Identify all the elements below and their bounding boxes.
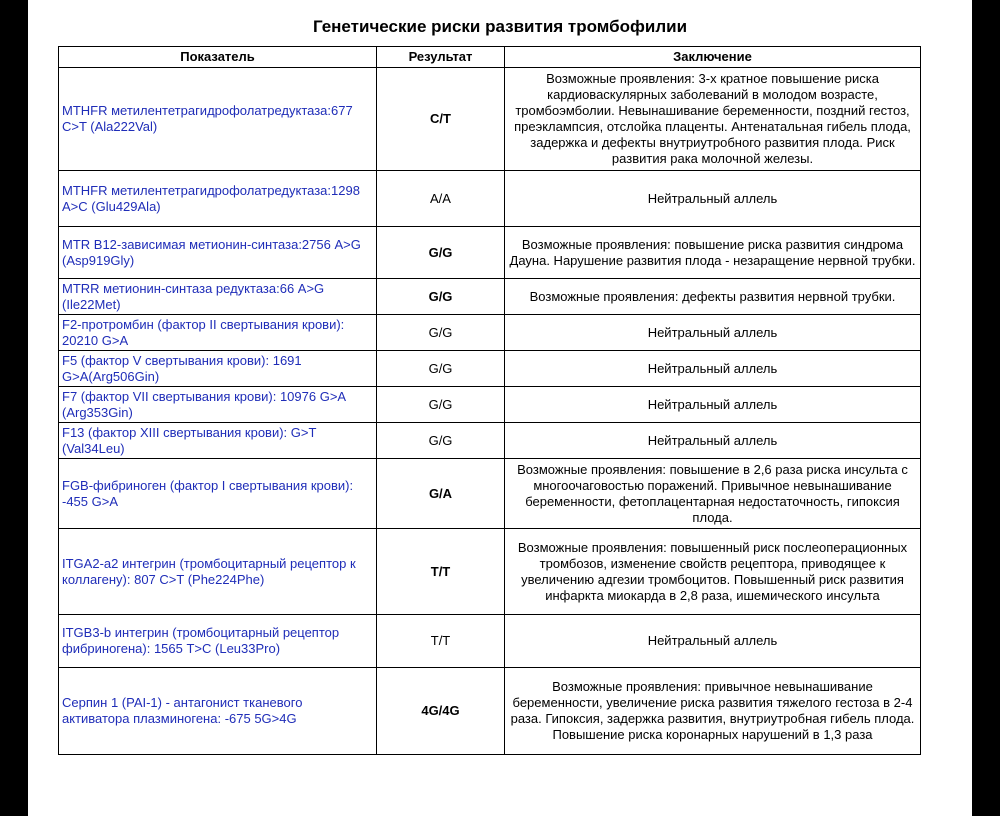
page-title: Генетические риски развития тромбофилии <box>312 17 688 36</box>
result-cell: G/G <box>377 279 505 315</box>
column-header-indicator: Показатель <box>59 47 377 68</box>
table-row <box>59 387 921 423</box>
result-cell: G/G <box>377 423 505 459</box>
table-row <box>59 668 921 755</box>
conclusion-cell: Нейтральный аллель <box>505 615 921 668</box>
result-cell: A/A <box>377 171 505 227</box>
conclusion-cell: Нейтральный аллель <box>505 171 921 227</box>
indicator-cell: ITGB3-b интегрин (тромбоцитарный рецептор фибриногена): 1565 T>C (Leu33Pro) <box>59 615 377 668</box>
result-cell: 4G/4G <box>377 668 505 755</box>
indicator-cell: F7 (фактор VII свертывания крови): 10976 G>A (Arg353Gin) <box>59 387 377 423</box>
table-row <box>59 459 921 529</box>
result-cell: G/G <box>377 351 505 387</box>
column-header-result: Результат <box>377 47 505 68</box>
table-row <box>59 227 921 279</box>
indicator-cell: FGB-фибриноген (фактор I свертывания крови): -455 G>A <box>59 459 377 529</box>
table-row <box>59 315 921 351</box>
result-cell: T/T <box>377 529 505 615</box>
column-header-conclusion: Заключение <box>505 47 921 68</box>
indicator-cell: MTRR метионин-синтаза редуктаза:66 A>G (Ile22Met) <box>59 279 377 315</box>
indicator-cell: F13 (фактор XIII свертывания крови): G>T (Val34Leu) <box>59 423 377 459</box>
conclusion-cell: Возможные проявления: повышение риска развития синдрома Дауна. Нарушение развития плода - незаращение нервной трубки. <box>505 227 921 279</box>
results-table <box>58 46 921 755</box>
table-header <box>59 47 921 68</box>
conclusion-cell: Возможные проявления: 3-х кратное повышение риска кардиоваскулярных заболеваний в молодом возрасте, тромбоэмболии. Невынашивание беременности, поздний гестоз, преэклампсия, отслойка плаценты. Антенатальная гибель плода, задержка и дефекты внутриутробного развития плода. Риск развития рака молочной железы. <box>505 68 921 171</box>
indicator-cell: ITGA2-a2 интегрин (тромбоцитарный рецептор к коллагену): 807 C>T (Phe224Phe) <box>59 529 377 615</box>
result-cell: G/A <box>377 459 505 529</box>
table-row <box>59 423 921 459</box>
indicator-cell: F5 (фактор V свертывания крови): 1691 G>A(Arg506Gin) <box>59 351 377 387</box>
table-row <box>59 529 921 615</box>
conclusion-cell: Возможные проявления: повышенный риск послеоперационных тромбозов, изменение свойств рецептора, приводящее к увеличению адгезии тромбоцитов. Повышенный риск развития инфаркта миокарда в 2,8 раза, ишемического инсульта <box>505 529 921 615</box>
result-cell: G/G <box>377 315 505 351</box>
indicator-cell: MTHFR метилентетрагидрофолатредуктаза:677 C>T (Ala222Val) <box>59 68 377 171</box>
table-row <box>59 279 921 315</box>
table-row <box>59 615 921 668</box>
conclusion-cell: Нейтральный аллель <box>505 315 921 351</box>
table-row <box>59 171 921 227</box>
conclusion-cell: Нейтральный аллель <box>505 423 921 459</box>
conclusion-cell: Возможные проявления: повышение в 2,6 раза риска инсульта с многоочаговостью поражений. Привычное невынашивание беременности, фетоплацентарная недостаточность, гипоксия плода. <box>505 459 921 529</box>
result-cell: T/T <box>377 615 505 668</box>
result-cell: C/T <box>377 68 505 171</box>
table-row <box>59 68 921 171</box>
document-page <box>28 0 972 816</box>
result-cell: G/G <box>377 227 505 279</box>
table-row <box>59 351 921 387</box>
indicator-cell: F2-протромбин (фактор II свертывания крови): 20210 G>A <box>59 315 377 351</box>
indicator-cell: MTR B12-зависимая метионин-синтаза:2756 A>G (Asp919Gly) <box>59 227 377 279</box>
indicator-cell: Серпин 1 (PAI-1) - антагонист тканевого активатора плазминогена: -675 5G>4G <box>59 668 377 755</box>
conclusion-cell: Нейтральный аллель <box>505 387 921 423</box>
conclusion-cell: Нейтральный аллель <box>505 351 921 387</box>
conclusion-cell: Возможные проявления: привычное невынашивание беременности, увеличение риска развития тяжелого гестоза в 2-4 раза. Гипоксия, задержка развития, внутриутробная гибель плода. Повышение риска коронарных нарушений в 1,3 раза <box>505 668 921 755</box>
indicator-cell: MTHFR метилентетрагидрофолатредуктаза:1298 A>C (Glu429Ala) <box>59 171 377 227</box>
result-cell: G/G <box>377 387 505 423</box>
conclusion-cell: Возможные проявления: дефекты развития нервной трубки. <box>505 279 921 315</box>
